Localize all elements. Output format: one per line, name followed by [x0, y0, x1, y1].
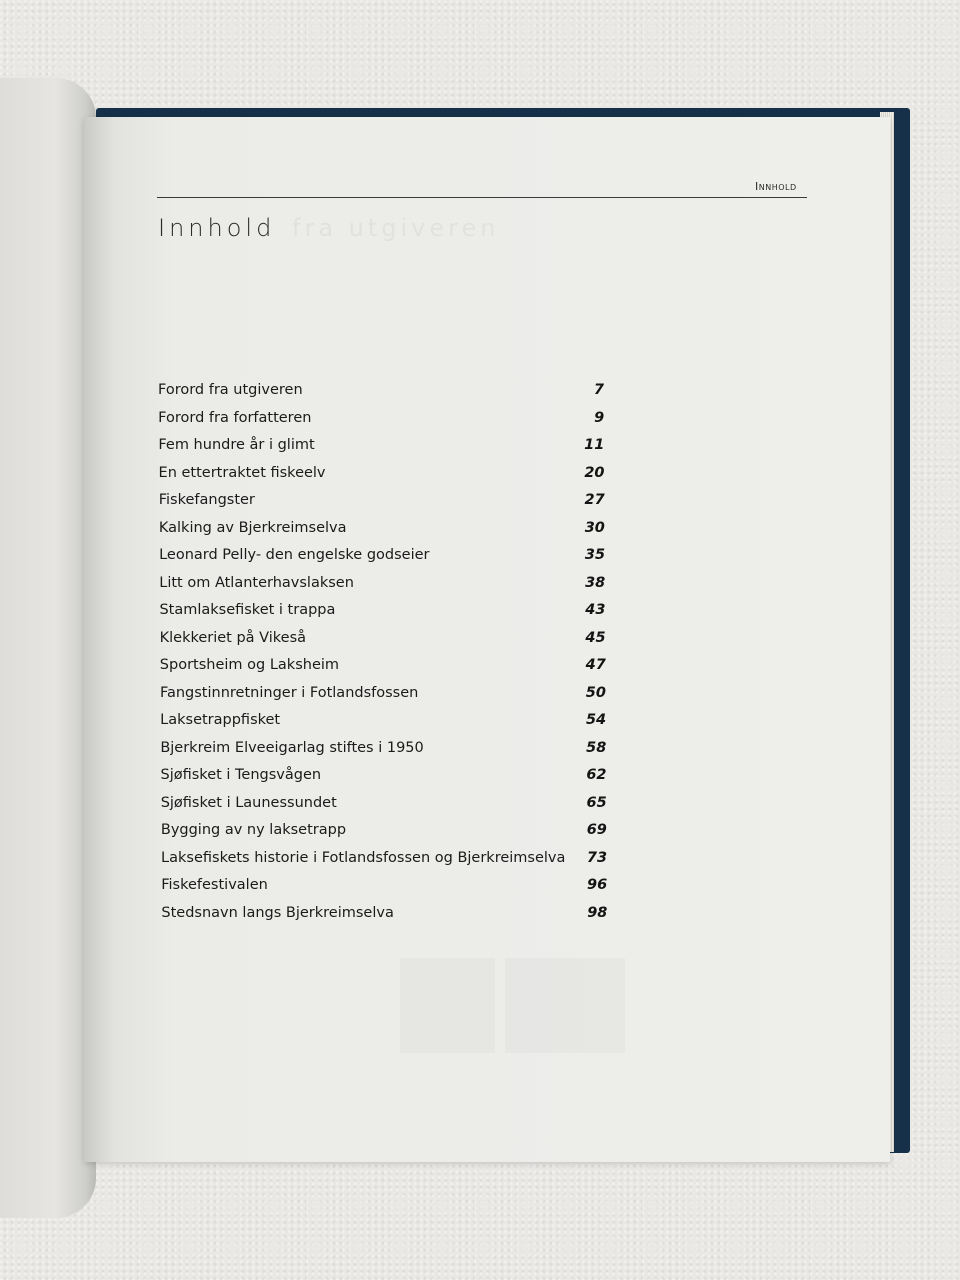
toc-entry-page: 69: [586, 822, 607, 838]
toc-entry: [160, 630, 606, 654]
toc-entry-page: 96: [587, 877, 608, 893]
page-title: Innhold: [158, 214, 276, 242]
toc-entry-title: Stamlaksefisket i trappa: [159, 602, 336, 618]
toc-entry-title: Bygging av ny laksetrapp: [160, 822, 347, 838]
toc-entry: [161, 822, 607, 846]
toc-entry: [161, 767, 607, 791]
toc-entry-title: Sjøfisket i Tengsvågen: [160, 767, 322, 783]
toc-entry-page: 11: [584, 437, 605, 453]
toc-entry: [159, 492, 605, 516]
toc-entry-page: 58: [586, 739, 607, 756]
toc-entry: [160, 712, 606, 736]
toc-entry: [160, 740, 606, 764]
toc-entry-title: Fem hundre år i glimt: [158, 437, 315, 453]
header-rule: [157, 197, 807, 198]
toc-entry: [158, 382, 604, 406]
left-page: [0, 78, 96, 1218]
toc-entry-page: 45: [585, 629, 606, 646]
toc-entry-page: 62: [586, 767, 607, 783]
toc-entry-page: 54: [585, 712, 607, 728]
toc-entry-page: 30: [584, 519, 605, 536]
toc-entry-title: Stedsnavn langs Bjerkreimselva: [161, 904, 394, 921]
show-through-title-text: [292, 214, 499, 242]
toc-entry-page: 9: [594, 409, 605, 426]
show-through-title: [292, 214, 499, 242]
toc-entry: [160, 657, 606, 681]
toc-entry: [161, 877, 607, 901]
toc-entry: [159, 520, 605, 544]
toc-entry-title: Fangstinnretninger i Fotlandsfossen: [159, 684, 419, 701]
running-head-text: Innhold: [755, 180, 797, 193]
toc-entry-page: 98: [587, 904, 608, 921]
toc-entry: [159, 547, 605, 571]
toc-entry-title: Leonard Pelly- den engelske godseier: [159, 547, 430, 563]
toc-entry: [159, 465, 605, 489]
toc-entry: [160, 685, 606, 709]
toc-entry-title: En ettertraktet fiskeelv: [158, 464, 326, 481]
toc-entry-page: 38: [585, 574, 606, 591]
toc-entry: [158, 410, 604, 434]
toc-entry: [159, 575, 605, 599]
toc-entry-title: Klekkeriet på Vikeså: [159, 629, 307, 646]
toc-entry-page: 27: [584, 492, 605, 508]
running-head: [755, 180, 797, 193]
show-through-image-right: [505, 958, 625, 1053]
toc-entry-page: 47: [585, 657, 606, 673]
toc-entry-title: Bjerkreim Elveeigarlag stiftes i 1950: [160, 739, 424, 756]
toc-entry-page: 43: [585, 602, 606, 618]
toc-entry-title: Sportsheim og Laksheim: [159, 657, 340, 673]
toc-entry-page: 7: [593, 382, 604, 398]
toc-entry-page: 65: [586, 794, 607, 811]
toc-entry-title: Forord fra utgiveren: [158, 382, 303, 398]
toc-entry-title: Laksefiskets historie i Fotlandsfossen og Bjerkreimselva: [161, 849, 566, 866]
toc-entry-title: Forord fra forfatteren: [158, 409, 312, 426]
toc-entry-title: Kalking av Bjerkreimselva: [158, 519, 347, 536]
show-through-image-left: [400, 958, 495, 1053]
toc-entry-page: 50: [585, 684, 606, 701]
toc-entry-page: 73: [586, 849, 608, 866]
toc-entry-title: Fiskefestivalen: [161, 877, 268, 893]
toc-entry: [161, 795, 607, 819]
toc-entry: [159, 602, 605, 626]
toc-entry-title: Laksetrappfisket: [160, 712, 281, 728]
toc-entry-title: Litt om Atlanterhavslaksen: [159, 574, 354, 591]
toc-entry-title: Sjøfisket i Launessundet: [160, 794, 337, 811]
toc-entry: [161, 850, 607, 874]
toc-entry-page: 35: [584, 547, 606, 563]
toc-entry: [158, 437, 604, 461]
toc-entry-title: Fiskefangster: [158, 492, 255, 508]
toc-entry: [161, 905, 607, 929]
toc-entry-page: 20: [584, 464, 605, 481]
